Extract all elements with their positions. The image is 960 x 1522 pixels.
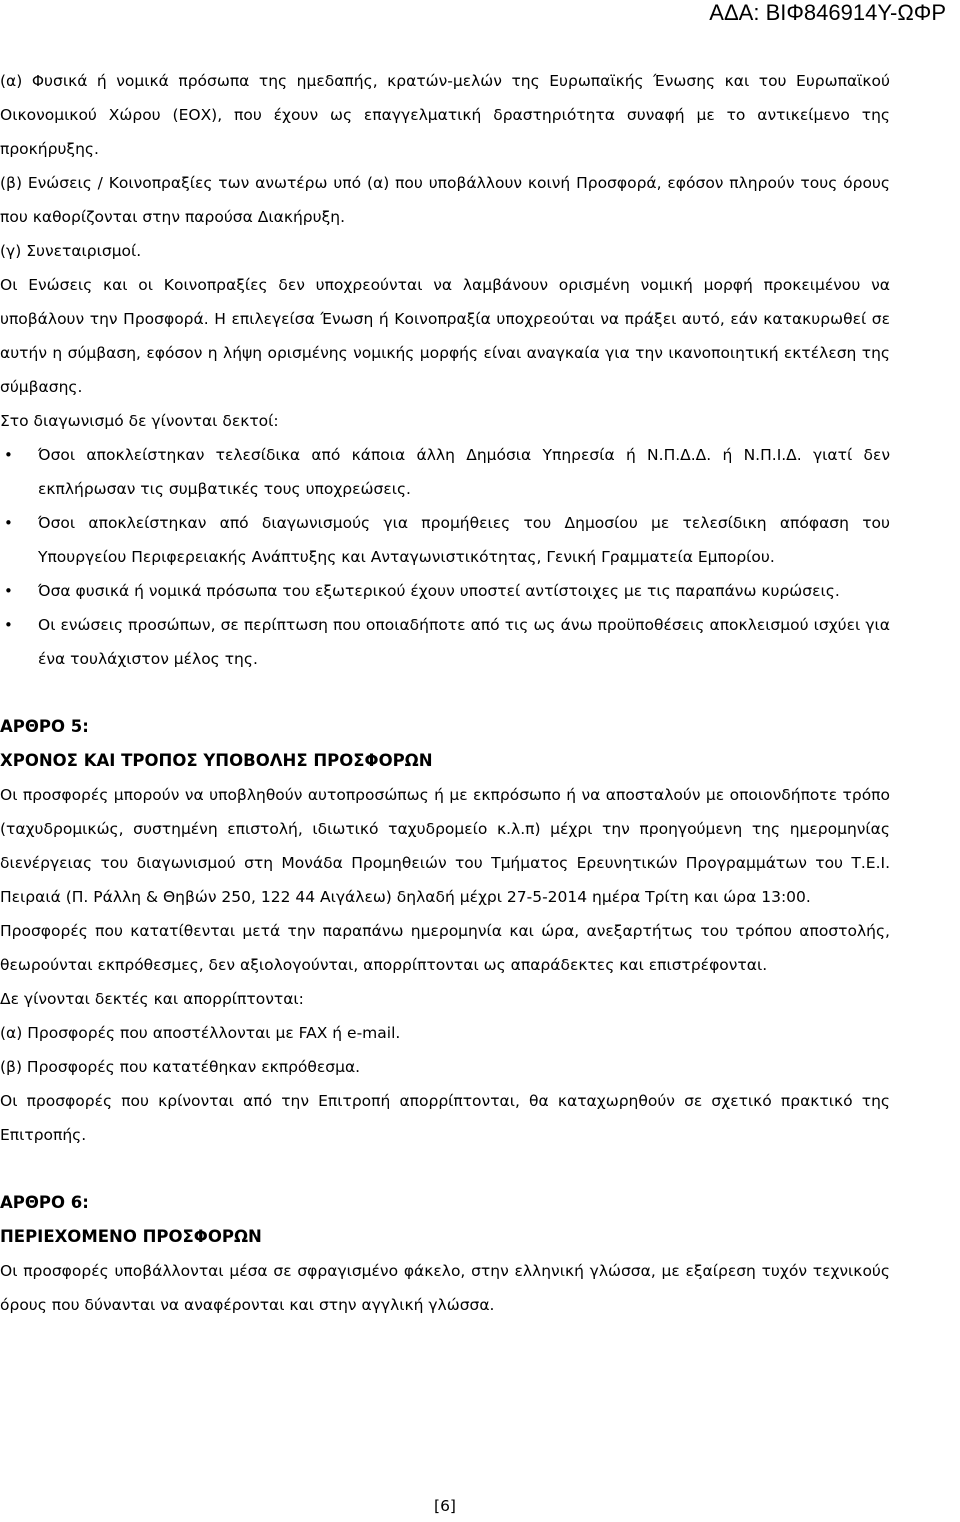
list-item-text: Οι ενώσεις προσώπων, σε περίπτωση που οποιαδήποτε από τις ως άνω προϋποθέσεις αποκλεισμού ισχύει για ένα τουλάχιστον μέλος της. xyxy=(38,616,890,668)
page-number: [6] xyxy=(434,1497,456,1515)
exclusion-list xyxy=(0,438,890,676)
article-5-paragraph-overdue: (β) Προσφορές που κατατέθηκαν εκπρόθεσμα. xyxy=(0,1058,361,1076)
paragraph-eligible-a: (α) Φυσικά ή νομικά πρόσωπα της ημεδαπής, κρατών-μελών της Ευρωπαϊκής Ένωσης και του Ευρωπαϊκού Οικονομικού Χώρου (ΕΟΧ), που έχουν ως επαγγελματική δραστηριότητα συναφή με το αντικείμενο της προκήρυξης. xyxy=(0,72,890,158)
bullet-icon: • xyxy=(4,446,13,464)
article-6-title: ΠΕΡΙΕΧΟΜΕΝΟ ΠΡΟΣΦΟΡΩΝ xyxy=(0,1227,262,1246)
article-5-paragraph-rejected: Δε γίνονται δεκτές και απορρίπτονται: xyxy=(0,990,304,1008)
article-5-paragraph-committee: Οι προσφορές που κρίνονται από την Επιτροπή απορρίπτονται, θα καταχωρηθούν σε σχετικό πρακτικό της Επιτροπής. xyxy=(0,1092,890,1144)
list-item-text: Όσοι αποκλείστηκαν τελεσίδικα από κάποια άλλη Δημόσια Υπηρεσία ή Ν.Π.Δ.Δ. ή Ν.Π.Ι.Δ. γιατί δεν εκπλήρωσαν τις συμβατικές τους υποχρεώσεις. xyxy=(38,446,890,498)
article-5-title: ΧΡΟΝΟΣ ΚΑΙ ΤΡΟΠΟΣ ΥΠΟΒΟΛΗΣ ΠΡΟΣΦΟΡΩΝ xyxy=(0,751,433,770)
ada-code: ΑΔΑ: ΒΙΦ846914Υ-ΩΦΡ xyxy=(709,0,946,25)
bullet-icon: • xyxy=(4,514,13,532)
paragraph-eligible-b: (β) Ενώσεις / Κοινοπραξίες των ανωτέρω υπό (α) που υποβάλλουν κοινή Προσφορά, εφόσον πληρούν τους όρους που καθορίζονται στην παρούσα Διακήρυξη. xyxy=(0,174,890,226)
list-item-text: Όσα φυσικά ή νομικά πρόσωπα του εξωτερικού έχουν υποστεί αντίστοιχες με τις παραπάνω κυρώσεις. xyxy=(38,582,840,600)
list-item xyxy=(0,506,890,574)
list-item-text: Όσοι αποκλείστηκαν από διαγωνισμούς για προμήθειες του Δημοσίου με τελεσίδικη απόφαση του Υπουργείου Περιφερειακής Ανάπτυξης και Ανταγωνιστικότητας, Γενική Γραμματεία Εμπορίου. xyxy=(38,514,890,566)
list-item xyxy=(0,608,890,676)
article-5-paragraph-submission: Οι προσφορές μπορούν να υποβληθούν αυτοπροσώπως ή με εκπρόσωπο ή να αποσταλούν με οποιονδήποτε τρόπο (ταχυδρομικώς, συστημένη επιστολή, ιδιωτικό ταχυδρομείο κ.λ.π) μέχρι την προηγούμενη της ημερομηνίας διενέργειας του διαγωνισμού στη Μονάδα Προμηθειών του Τμήματος Ερευνητικών Προγραμμάτων του Τ.Ε.Ι. Πειραιά (Π. Ράλλη & Θηβών 250, 122 44 Αιγάλεω) δηλαδή μέχρι 27-5-2014 ημέρα Τρίτη και ώρα 13:00. xyxy=(0,786,890,906)
paragraph-eligible-c: (γ) Συνεταιρισμοί. xyxy=(0,242,142,260)
article-5-paragraph-late: Προσφορές που κατατίθενται μετά την παραπάνω ημερομηνία και ώρα, ανεξαρτήτως του τρόπου αποστολής, θεωρούνται εκπρόθεσμες, δεν αξιολογούνται, απορρίπτονται ως απαράδεκτες και επιστρέφονται. xyxy=(0,922,890,974)
article-6-number: ΑΡΘΡΟ 6: xyxy=(0,1193,89,1212)
bullet-icon: • xyxy=(4,616,13,634)
article-5-paragraph-fax: (α) Προσφορές που αποστέλλονται με FAX ή e-mail. xyxy=(0,1024,401,1042)
article-6-paragraph-contents: Οι προσφορές υποβάλλονται μέσα σε σφραγισμένο φάκελο, στην ελληνική γλώσσα, με εξαίρεση τυχόν τεχνικούς όρους που δύνανται να αναφέρονται και στην αγγλική γλώσσα. xyxy=(0,1262,890,1314)
paragraph-unions: Οι Ενώσεις και οι Κοινοπραξίες δεν υποχρεούνται να λαμβάνουν ορισμένη νομική μορφή προκειμένου να υποβάλουν την Προσφορά. Η επιλεγείσα Ένωση ή Κοινοπραξία υποχρεούται να πράξει αυτό, εάν κατακυρωθεί σε αυτήν η σύμβαση, εφόσον η λήψη ορισμένης νομικής μορφής είναι αναγκαία για την ικανοποιητική εκτέλεση της σύμβασης. xyxy=(0,276,890,396)
document-body xyxy=(0,64,890,1322)
article-5-number: ΑΡΘΡΟ 5: xyxy=(0,717,89,736)
list-item xyxy=(0,574,890,608)
bullet-icon: • xyxy=(4,582,13,600)
list-item xyxy=(0,438,890,506)
paragraph-not-accepted: Στο διαγωνισμό δε γίνονται δεκτοί: xyxy=(0,412,279,430)
